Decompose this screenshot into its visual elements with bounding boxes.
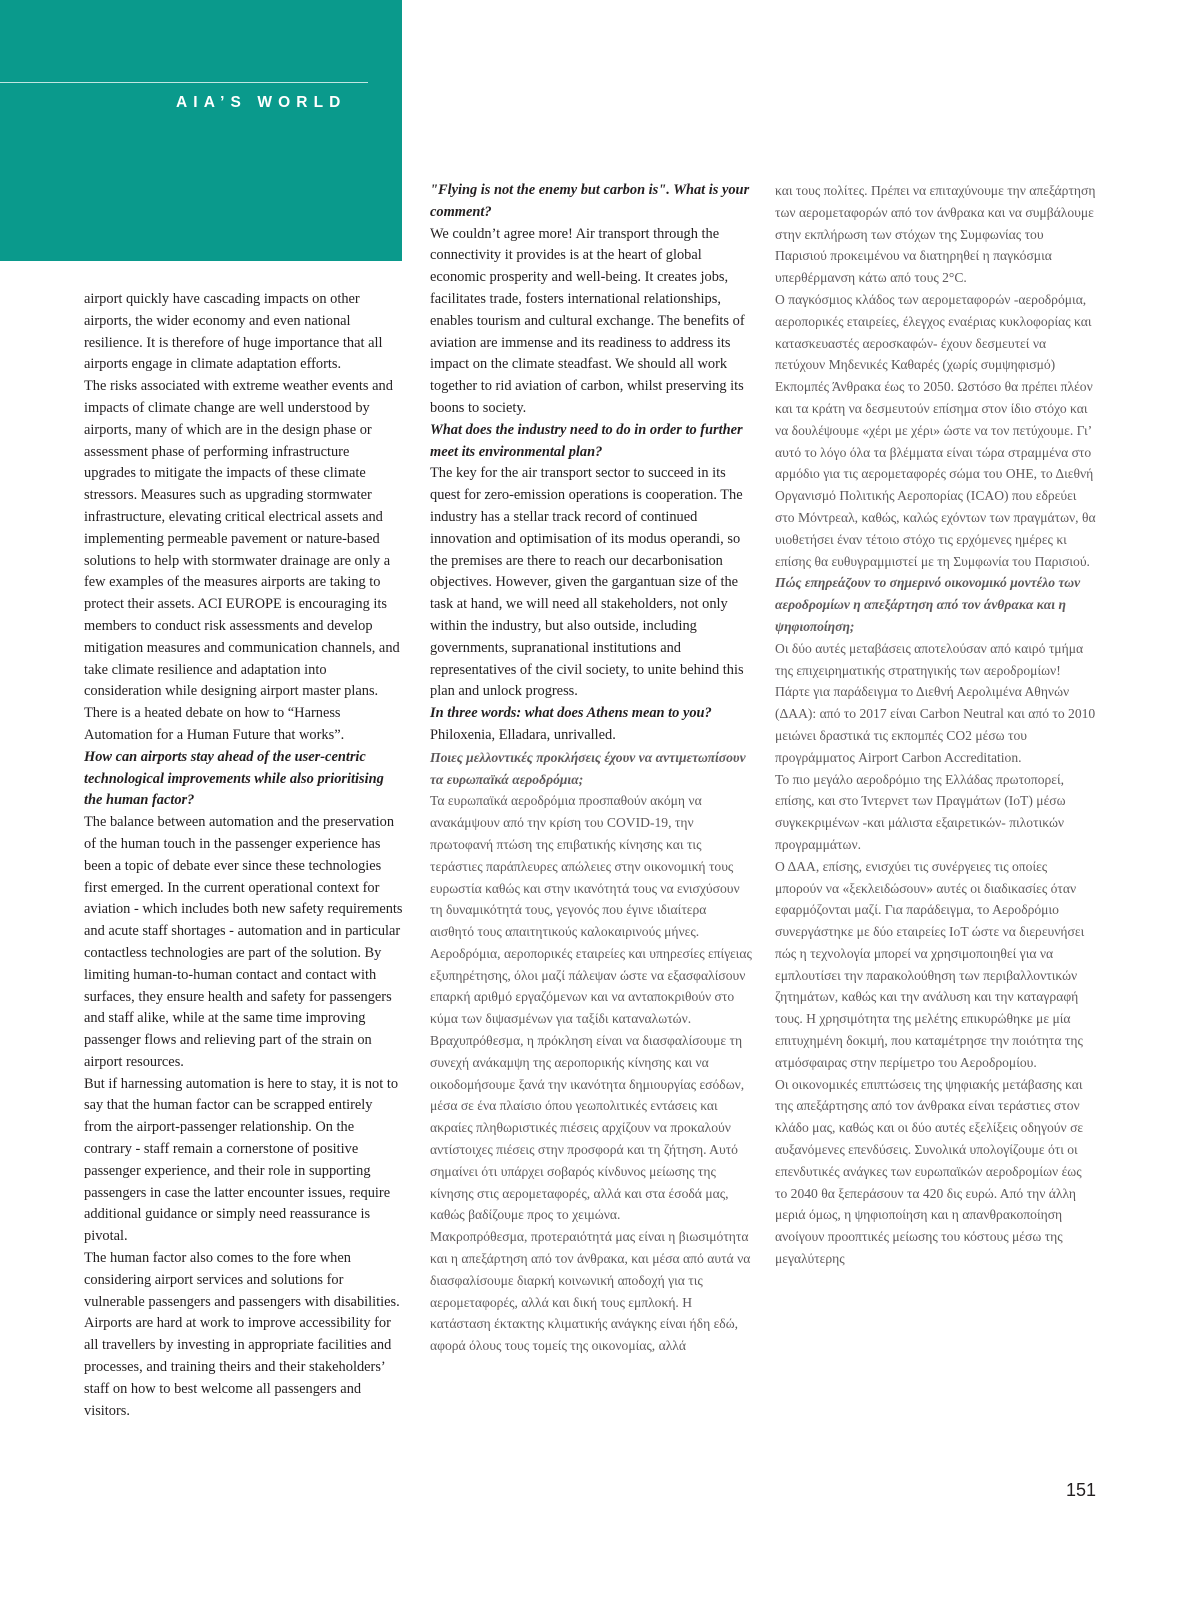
body-paragraph: We couldn’t agree more! Air transport through the connectivity it provides is at the heart of global economic prosperity and well-being. It creates jobs, facilitates trade, fosters international relationships, enables tourism and cultural exchange. The benefits of aviation are immense and its readiness to address its impact on the climate steadfast. We should all work together to rid aviation of carbon, whilst preserving its boons to society.: [430, 225, 745, 416]
body-paragraph: Philoxenia, Elladara, unrivalled.: [430, 726, 616, 743]
body-paragraph: Οι οικονομικές επιπτώσεις της ψηφιακής μετάβασης και της απεξάρτησης από τον άνθρακα είναι τεράστιες στον κλάδο μας, καθώς και οι δύο αυτές εξελίξεις οδηγούν σε αυξανόμενες επενδύσεις. Συνολικά υπολογίζουμε ότι οι επενδυτικές ανάγκες των ευρωπαϊκών αεροδρομίων έως το 2040 θα ξεπεράσουν τα 420 δις ευρώ. Από την άλλη μεριά όμως, η ψηφιοποίηση και η απανθρακοποίηση ανοίγουν προοπτικές μείωσης του κόστους μέσω της μεγαλύτερης: [775, 1076, 1084, 1267]
section-label: AIA’S WORLD: [176, 94, 347, 111]
page-number: 151: [1066, 1480, 1097, 1500]
body-paragraph: The human factor also comes to the fore when considering airport services and solutions for vulnerable passengers and passengers with disabilities. Airports are hard at work to improve accessibility for all travellers by investing in appropriate facilities and processes, and training theirs and their stakeholders’ staff on how to best welcome all passengers and visitors.: [84, 1250, 400, 1419]
body-paragraph: The risks associated with extreme weather events and impacts of climate change are well understood by airports, many of which are in the design phase or assessment phase of performing infrastructure upgrades to mitigate the impacts of these climate stressors. Measures such as upgrading stormwater infrastructure, elevating critical electrical assets and implementing permeable pavement or nature-based solutions to help with stormwater drainage are only a few examples of the measures airports are taking to protect their assets. ACI EUROPE is encouraging its members to conduct risk assessments and develop mitigation measures and communication channels, and take climate resilience and adaptation into consideration while designing airport master plans.: [84, 378, 400, 700]
body-paragraph: Βραχυπρόθεσμα, η πρόκληση είναι να διασφαλίσουμε τη συνεχή ανάκαμψη της αεροπορικής κίνησης και να οικοδομήσουμε ξανά την ικανότητα δημιουργίας εσόδων, μέσα σε ένα πλαίσιο όπου γεωπολιτικές εντάσεις και ακραίες πληθωριστικές πιέσεις αρχίζουν να προκαλούν αντίστοιχες πιέσεις στην προσφορά και τη ζήτηση. Αυτό σημαίνει ότι υπάρχει σοβαρός κίνδυνος μείωσης της κίνησης στις αερομεταφορές, αλλά και στα έσοδά μας, καθώς βαδίζουμε προς το χειμώνα.: [430, 1033, 745, 1223]
header-rule: [0, 82, 368, 83]
interview-question: How can airports stay ahead of the user-centric technological improvements while also prioritising the human factor?: [84, 748, 384, 809]
text-column-2: [430, 180, 752, 1357]
body-paragraph: The key for the air transport sector to succeed in its quest for zero-emission operations is cooperation. The industry has a stellar track record of continued innovation and optimisation of its modus operandi, so the premises are there to reach our decarbonisation objectives. However, given the gargantuan size of the task at hand, we will need all stakeholders, not only within the industry, but also outside, including governments, supranational institutions and representatives of the civil society, to unite behind this plan and unlock progress.: [430, 465, 744, 700]
body-paragraph: There is a heated debate on how to “Harness Automation for a Human Future that works”.: [84, 705, 345, 743]
section-header-block: [0, 0, 402, 261]
body-paragraph: airport quickly have cascading impacts on other airports, the wider economy and even national resilience. It is therefore of huge importance that all airports engage in climate adaptation efforts.: [84, 291, 383, 373]
interview-question: "Flying is not the enemy but carbon is". What is your comment?: [430, 182, 750, 220]
interview-question: What does the industry need to do in order to further meet its environmental plan?: [430, 421, 743, 460]
body-paragraph: But if harnessing automation is here to stay, it is not to say that the human factor can be scrapped entirely from the airport-passenger relationship. On the contrary - staff remain a cornerstone of positive passenger experience, and their role in supporting passengers in case the latter encounter issues, require additional guidance or simply need reassurance is pivotal.: [84, 1075, 399, 1245]
body-paragraph: Ο παγκόσμιος κλάδος των αερομεταφορών -αεροδρόμια, αεροπορικές εταιρείες, έλεγχος εναέριας κυκλοφορίας και κατασκευαστές αεροσκαφών- έχουν δεσμευτεί να πετύχουν Μηδενικές Καθαρές (χωρίς συμψηφισμό) Εκπομπές Άνθρακα έως το 2050. Ωστόσο θα πρέπει πλέον και τα κράτη να δεσμευτούν επίσημα στον ίδιο στόχο και να δουλέψουμε «χέρι με χέρι» ώστε να τον πετύχουμε. Γι’ αυτό το λόγο όλα τα βλέμματα είναι τώρα στραμμένα στο αρμόδιο για τις αερομεταφορές σώμα του ΟΗΕ, το Διεθνή Οργανισμό Πολιτικής Αεροπορίας (ICAO) που εδρεύει στο Μόντρεαλ, καθώς, καλώς εχόντων των πραγμάτων, θα υιοθετήσει έναν τέτοιο στόχο τις ερχόμενες ημέρες κι επίσης θα ευθυγραμμιστεί με τη Συμφωνία του Παρισιού.: [775, 291, 1096, 569]
interview-question: Ποιες μελλοντικές προκλήσεις έχουν να αντιμετωπίσουν τα ευρωπαϊκά αεροδρόμια;: [430, 749, 746, 787]
text-column-3: [775, 180, 1097, 1270]
body-paragraph: Αεροδρόμια, αεροπορικές εταιρείες και υπηρεσίες επίγειας εξυπηρέτησης, όλοι μαζί πάλεψαν ώστε να εξασφαλίσουν επαρκή αριθμό εργαζόμενων και να ανταποκριθούν στο κύμα των διψασμένων για ταξίδι καταναλωτών.: [430, 945, 752, 1027]
body-paragraph: The balance between automation and the preservation of the human touch in the passenger experience has been a topic of debate ever since these technologies first emerged. In the current operational context for aviation - which includes both new safety requirements and acute staff shortages - automation and in particular contactless technologies are part of the solution. By limiting human-to-human contact and contact with surfaces, they ensure health and safety for passengers and staff alike, while at the same time improving passenger flows and relieving part of the strain on airport resources.: [84, 814, 403, 1070]
text-column-1: [84, 289, 404, 1422]
body-paragraph: Τα ευρωπαϊκά αεροδρόμια προσπαθούν ακόμη να ανακάμψουν από την κρίση του COVID-19, την πρωτοφανή πτώση της επιβατικής κίνησης και τις τεράστιες παράπλευρες απώλειες στην οικονομική τους ευρωστία καθώς και στην ικανότητά τους να ενισχύσουν τη δυναμικότητά τους, γεγονός που έγινε ιδιαίτερα αισθητό τους απαιτητικούς καλοκαιρινούς μήνες.: [430, 793, 740, 940]
interview-question: In three words: what does Athens mean to you?: [430, 705, 712, 722]
interview-question: Πώς επηρεάζουν το σημερινό οικονομικό μοντέλο των αεροδρομίων η απεξάρτηση από τον άνθρακα και η ψηφιοποίηση;: [775, 575, 1081, 634]
body-paragraph: Μακροπρόθεσμα, προτεραιότητά μας είναι η βιωσιμότητα και η απεξάρτηση από τον άνθρακα, και μέσα από αυτά να διασφαλίσουμε διαρκή κοινωνική αποδοχή για τις αερομεταφορές, αλλά και δική τους εμπλοκή. Η κατάσταση έκτακτης κλιματικής ανάγκης είναι ήδη εδώ, αφορά όλους τους τομείς της οικονομίας, αλλά: [430, 1229, 751, 1354]
body-paragraph: Οι δύο αυτές μεταβάσεις αποτελούσαν από καιρό τμήμα της επιχειρηματικής στρατηγικής των αεροδρομίων! Πάρτε για παράδειγμα το Διεθνή Αερολιμένα Αθηνών (ΔΑΑ): από το 2017 είναι Carbon Neutral και από το 2010 μειώνει δραστικά τις εκπομπές CO2 μέσω του προγράμματος Airport Carbon Accreditation.: [775, 640, 1096, 765]
body-paragraph: Ο ΔΑΑ, επίσης, ενισχύει τις συνέργειες τις οποίες μπορούν να «ξεκλειδώσουν» αυτές οι διαδικασίες όταν εφαρμόζονται μαζί. Για παράδειγμα, το Αεροδρόμιο συνεργάστηκε με δύο εταιρείες IoT ώστε να διερευνήσει πώς η τεχνολογία μπορεί να χρησιμοποιηθεί για να εμπλουτίσει την παρακολούθηση των περιβαλλοντικών ζητημάτων, καθώς και την ανάλυση και την καταγραφή τους. Η χρησιμότητα της μελέτης επικυρώθηκε με μία επιτυχημένη δοκιμή, που καταμέτρησε την ποιότητα της ατμόσφαιρας στην περίμετρο του Αεροδρομίου.: [775, 858, 1085, 1070]
body-paragraph: και τους πολίτες. Πρέπει να επιταχύνουμε την απεξάρτηση των αερομεταφορών από τον άνθρακα και να συμβάλουμε στην εκπλήρωση των στόχων της Συμφωνίας του Παρισιού προκειμένου να διατηρηθεί η παγκόσμια υπερθέρμανση κάτω από τους 2°C.: [775, 183, 1096, 286]
body-paragraph: Το πιο μεγάλο αεροδρόμιο της Ελλάδας πρωτοπορεί, επίσης, και στο Ίντερνετ των Πραγμάτων (IoT) μέσω συγκεκριμένων -και μάλιστα εξαιρετικών- πιλοτικών προγραμμάτων.: [775, 771, 1066, 852]
